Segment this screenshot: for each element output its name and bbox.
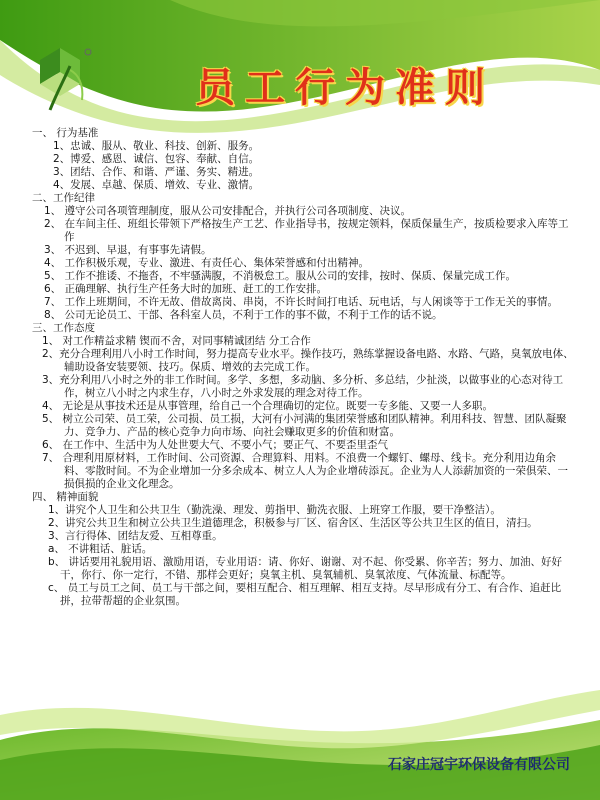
- list-item: 3、团结、合作、和谐、严谨、务实、精进。: [53, 166, 260, 178]
- list-item: 1、 对工作精益求精 锲而不舍，对同事精诚团结 分工合作: [42, 335, 311, 347]
- list-item: 4、发展、卓越、保质、增效、专业、激情。: [53, 179, 260, 191]
- list-item: c、 员工与员工之间、员工与干部之间，要相互配合、相互理解、相互支持。尽早形成有分工、有合作、追赶比拼，拉带帮超的企业氛围。: [48, 582, 562, 607]
- list-item: 3、言行得体、团结友爱、互相尊重。: [48, 530, 223, 542]
- list-item: 7、 合理利用原材料，工作时间、公司资源、合理算料、用料。不浪费一个螺钉、螺母、线卡。充分利用边角余料、零散时间。不为企业增加一分多余成本、树立人人为企业增砖添瓦。企业为人人添薪加资的一荣俱荣、一损俱损的企业文化理念。: [42, 452, 568, 490]
- list-item: 1、 遵守公司各项管理制度，服从公司安排配合，并执行公司各项制度、决议。: [44, 205, 412, 217]
- section-title: 一、 行为基准: [32, 127, 99, 139]
- list-item: 5、 工作不推诿、不拖沓，不牢骚满腹，不消极怠工。服从公司的安排，按时、保质、保量完成工作。: [44, 270, 517, 282]
- page-title: 员工行为准则: [195, 64, 495, 111]
- company-name: 石家庄冠宇环保设备有限公司: [388, 757, 570, 773]
- list-item: 3、充分利用八小时之外的非工作时间。多学、多想，多动脑、多分析、多总结，少扯淡，以做事业的心态对待工作，树立八小时之内求生存，八小时之外求发展的理念对待工作。: [42, 374, 564, 399]
- company-logo-icon: [30, 40, 110, 120]
- list-item: 3、 不迟到、早退，有事事先请假。: [44, 244, 212, 256]
- list-item: b、 讲话要用礼貌用语、激励用语，专业用语：请、你好、谢谢、对不起、你受累、你辛苦；努力、加油、好好干，你行、你一定行，不错、那样会更好；臭氧主机、臭氧辅机、臭氧浓度、气体流量、标配等。: [48, 556, 563, 581]
- list-item: 2、充分合理利用八小时工作时间，努力提高专业水平。操作技巧，熟练掌握设备电路、水路、气路，臭氧放电体、辅助设备安装要领、技巧。保质、增效的去完成工作。: [42, 348, 574, 373]
- list-item: 7、 工作上班期间，不许无故、借故离岗、串岗，不许长时间打电话、玩电话，与人闲谈等于工作无关的事情。: [44, 296, 559, 308]
- list-item: 2、博爱、感恩、诚信、包容、奉献、自信。: [53, 153, 260, 165]
- list-item: 2、 在车间主任、班组长带领下严格按生产工艺、作业指导书，按规定领料，保质保量生产，按质检要求入库等工作: [44, 218, 569, 243]
- list-item: 6、 在工作中、生活中为人处世要大气、不要小气；要正气、不要歪里歪气: [42, 439, 389, 451]
- list-item: 5、 树立公司荣、员工荣，公司损、员工损，大河有小河满的集团荣誉感和团队精神。利用科技、智慧、团队凝聚力、竞争力、产品的核心竞争力向市场、向社会赚取更多的价值和财富。: [42, 413, 567, 438]
- list-item: 1、讲究个人卫生和公共卫生（勤洗澡、理发、剪指甲、勤洗衣服、上班穿工作服，要干净整洁）。: [48, 504, 501, 516]
- rules-content: [28, 127, 576, 608]
- list-item: 8、 公司无论员工、干部、各科室人员，不利于工作的事不做，不利于工作的话不说。: [44, 309, 443, 321]
- list-item: 4、 工作积极乐观，专业、激进、有责任心、集体荣誉感和付出精神。: [44, 257, 370, 269]
- section-title: 二、工作纪律: [32, 192, 95, 204]
- list-item: 1、忠诚、服从、敬业、科技、创新、服务。: [53, 140, 260, 152]
- list-item: 4、 无论是从事技术还是从事管理，给自己一个合理确切的定位。既要一专多能、又要一人多职。: [42, 400, 494, 412]
- section-title: 四、 精神面貌: [32, 491, 99, 503]
- list-item: 6、 正确理解、执行生产任务大时的加班、赶工的工作安排。: [44, 283, 328, 295]
- list-item: 2、讲究公共卫生和树立公共卫生道德理念，积极参与厂区、宿舍区、生活区等公共卫生区的值日，清扫。: [48, 517, 538, 529]
- list-item: a、 不讲粗话、脏话。: [48, 543, 153, 555]
- section-title: 三、工作态度: [32, 322, 95, 334]
